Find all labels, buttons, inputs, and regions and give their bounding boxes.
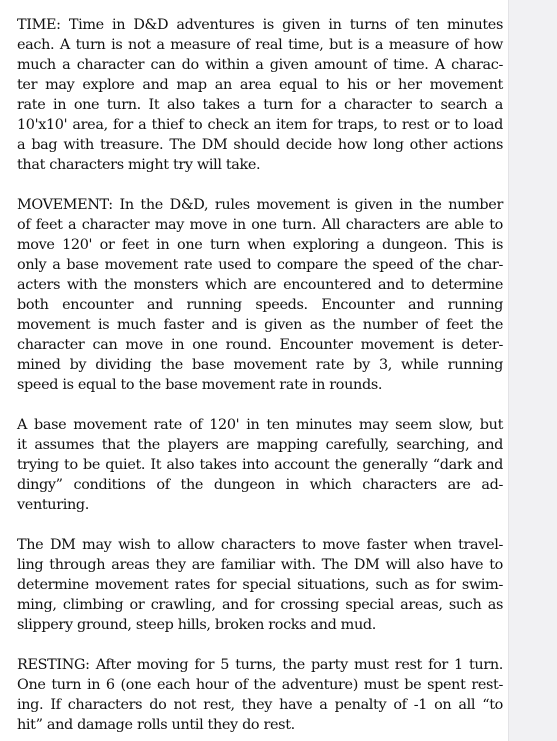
text-line: hit” and damage rolls until they do rest. [17,717,295,733]
text-line: only a base movement rate used to compare the speed of the char- [17,257,503,273]
paragraph-movement [17,195,503,395]
text-line: MOVEMENT: In the D&D, rules movement is given in the number [17,197,503,213]
paragraph-travel [17,535,503,635]
text-line: it assumes that the players are mapping carefully, searching, and [17,437,503,453]
text-line: move 120' or feet in one turn when exploring a dungeon. This is [17,237,503,253]
text-line: ing. If characters do not rest, they have a penalty of -1 on all “to [17,697,503,713]
text-line: The DM may wish to allow characters to move faster when travel- [17,537,503,553]
text-line: TIME: Time in D&D adventures is given in turns of ten minutes [17,17,503,33]
text-line: dingy” conditions of the dungeon in which characters are ad- [17,477,503,493]
paragraph-base-movement [17,415,503,515]
text-line: movement is much faster and is given as the number of feet the [17,317,503,333]
text-line: rate in one turn. It also takes a turn for a character to search a [17,97,503,113]
text-line: speed is equal to the base movement rate in rounds. [17,377,383,393]
paragraph-time [17,15,503,175]
text-line: mined by dividing the base movement rate by 3, while running [17,357,503,373]
text-line: slippery ground, steep hills, broken rocks and mud. [17,617,376,633]
text-line: acters with the monsters which are encountered and to determine [17,277,503,293]
text-line: ter may explore and map an area equal to his or her movement [17,77,503,93]
text-line: a bag with treasure. The DM should decide how long other actions [17,137,503,153]
text-line: determine movement rates for special situations, such as for swim- [17,577,503,593]
text-line: of feet a character may move in one turn. All characters are able to [17,217,503,233]
text-line: much a character can do within a given amount of time. A charac- [17,57,503,73]
scrollbar[interactable] [508,0,557,741]
text-line: A base movement rate of 120' in ten minutes may seem slow, but [17,417,503,433]
text-line: each. A turn is not a measure of real time, but is a measure of how [17,37,503,53]
text-line: trying to be quiet. It also takes into account the generally “dark and [17,457,503,473]
text-line: venturing. [17,497,90,513]
text-line: One turn in 6 (one each hour of the adventure) must be spent rest- [17,677,503,693]
text-line: ling through areas they are familiar with. The DM will also have to [17,557,503,573]
text-line: that characters might try will take. [17,157,261,173]
rules-text [17,15,503,735]
text-line: ming, climbing or crawling, and for crossing special areas, such as [17,597,503,613]
text-line: 10'x10' area, for a thief to check an item for traps, to rest or to load [17,117,503,133]
text-line: both encounter and running speeds. Encounter and running [17,297,503,313]
paragraph-resting [17,655,503,735]
text-line: RESTING: After moving for 5 turns, the party must rest for 1 turn. [17,657,503,673]
text-line: character can move in one round. Encounter movement is deter- [17,337,503,353]
